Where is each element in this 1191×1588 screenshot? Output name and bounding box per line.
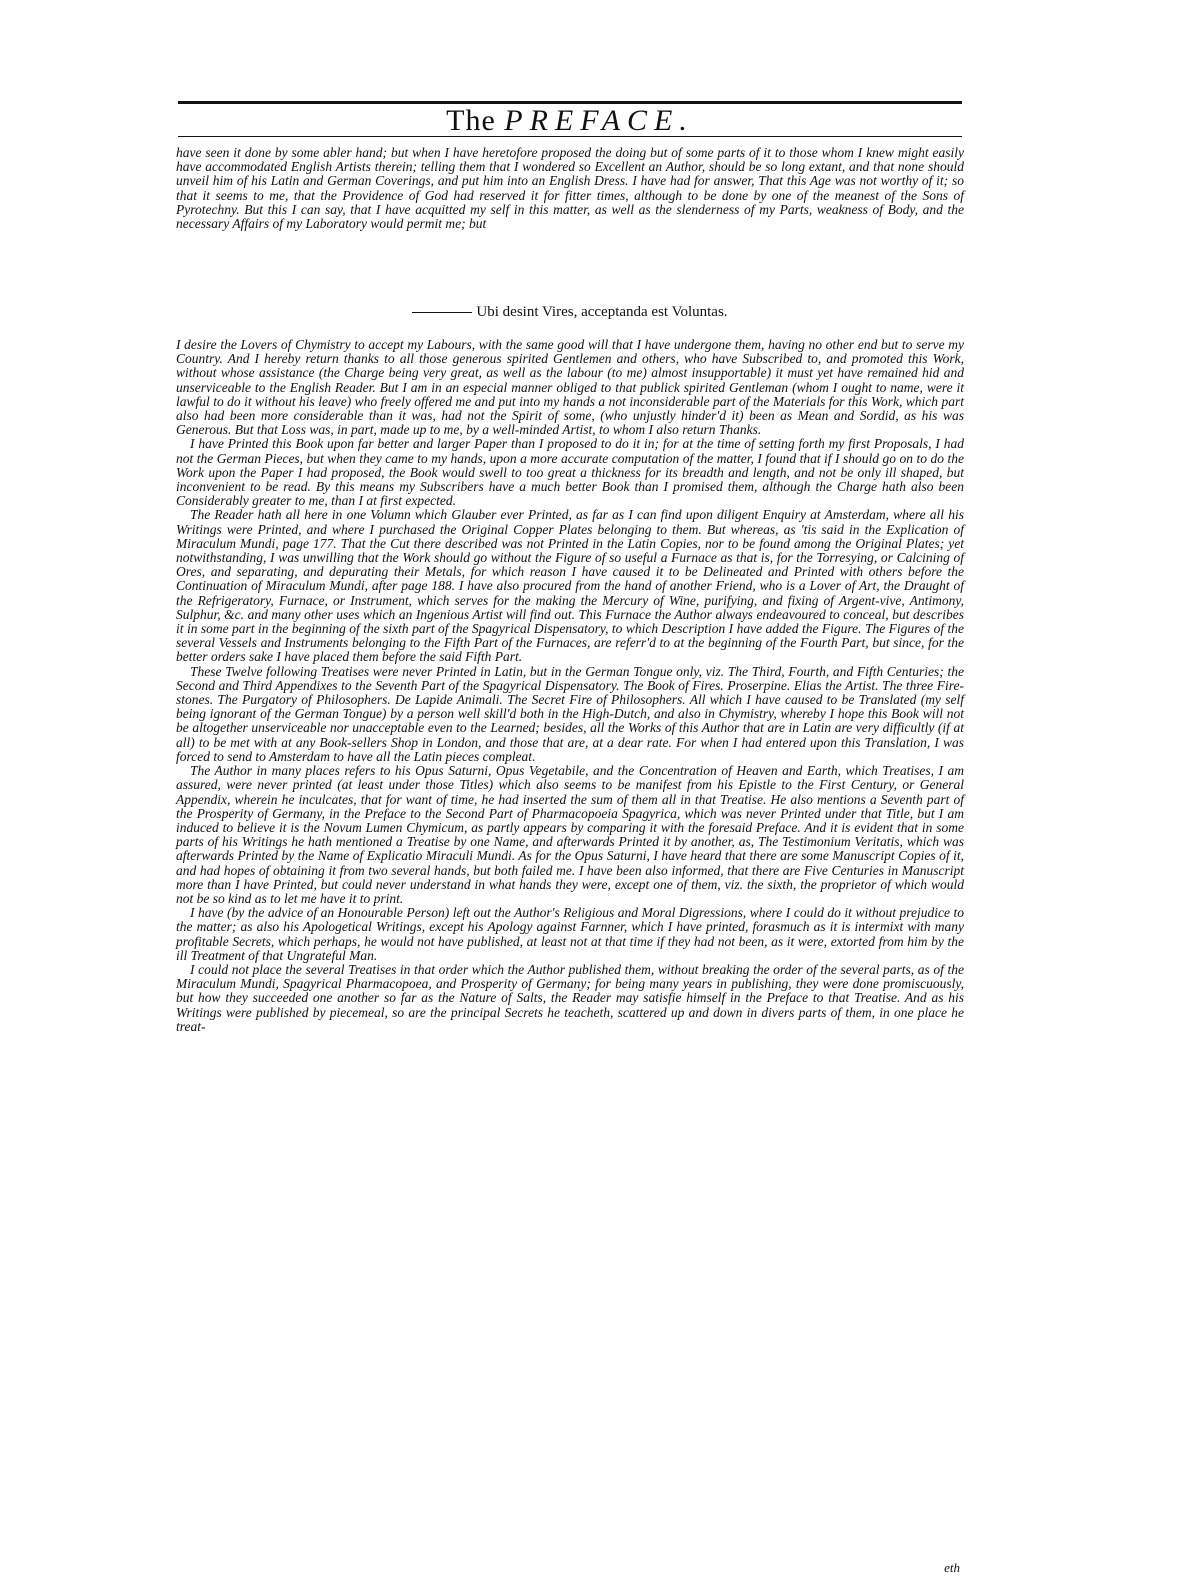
opening-paragraph-block xyxy=(176,146,964,231)
motto-dash xyxy=(412,312,472,313)
paragraph: I have Printed this Book upon far better and larger Paper than I proposed to do it in; for at the time of setting forth my first Proposals, I had not the German Pieces, but when they came to my hands, upon a more accurate computation of the matter, I found that if I should go on to do the Work upon the Paper I had proposed, the Book would swell to too great a thickness for its breadth and length, and not be only ill shaped, but inconvenient to be read. By this means my Subscribers have a much better Book than I promised them, although the Charge hath also been Considerably greater to me, than I at first expected. xyxy=(176,436,964,509)
paragraph: I desire the Lovers of Chymistry to accept my Labours, with the same good will that I have undergone them, having no other end but to serve my Country. And I hereby return thanks to all those generous spirited Gentlemen and others, who have Subscribed to, and promoted this Work, without whose assistance (the Charge being very great, as well as the labour (to me) almost insupportable) it must yet have remained hid and unserviceable to the English Reader. But I am in an especial manner obliged to that publick spirited Gentleman (whom I ought to name, were it lawful to do it without his leave) who freely offered me and put into my hands a not inconsiderable part of the Materials for this Work, which part also had been more considerable than it was, had not the Spirit of some, (who unjustly hinder'd it) been as Mean and Sordid, as his was Generous. But that Loss was, in part, made up to me, by a well-minded Artist, to whom I also return Thanks. xyxy=(176,337,964,438)
motto-text: Ubi desint Vires, acceptanda est Voluntas. xyxy=(476,304,728,320)
opening-paragraph: have seen it done by some abler hand; but when I have heretofore proposed the doing but of some parts of it to those whom I knew might easily have accommodated English Artists therein; telling them that I wondered so Excellent an Author, should be so long extant, and that none should unveil him of his Latin and German Coverings, and put him into an English Dress. I have had for answer, That this Age was not worthy of it; so that it seems to me, that the Providence of God had reserved it for fitter times, although to be done by one of the meanest of the Sons of Pyrotechny. But this I can say, that I have acquitted my self in this matter, as well as the slenderness of my Parts, weakness of Body, and the necessary Affairs of my Laboratory would permit me; but xyxy=(176,145,964,232)
latin-motto xyxy=(178,304,962,321)
paragraph: I could not place the several Treatises in that order which the Author published them, without breaking the order of the several parts, as of the Miraculum Mundi, Spagyrical Pharmacopoea, and Prosperity of Germany; for being many years in publishing, they were done promiscuously, but how they succeeded one another so far as the Nature of Salts, the Reader may satisfie himself in the Preface to that Treatise. And as his Writings were published by piecemeal, so are the principal Secrets he teacheth, scattered up and down in divers parts of them, in one place he treat- xyxy=(176,961,964,1034)
page-title xyxy=(178,104,962,138)
catchword: eth xyxy=(944,1560,960,1575)
body-text xyxy=(176,338,964,1034)
title-article: The xyxy=(446,104,496,137)
title-word: PREFACE. xyxy=(504,104,694,137)
paragraph: These Twelve following Treatises were never Printed in Latin, but in the German Tongue only, viz. The Third, Fourth, and Fifth Centuries; the Second and Third Appendixes to the Seventh Part of the Spagyrical Dispensatory. The Book of Fires. Proserpine. Elias the Artist. The three Fire-stones. The Purgatory of Philosophers. De Lapide Animali. The Secret Fire of Philosophers. All which I have caused to be Translated (my self being ignorant of the German Tongue) by a person well skill'd both in the High-Dutch, and also in Chymistry, whereby I hope this Book will not be altogether unserviceable nor unacceptable even to the Learned; besides, all the Works of this Author that are in Latin are very difficultly (if at all) to be met with at any Book-sellers Shop in London, and those that are, at a dear rate. For when I had entered upon this Translation, I was forced to send to Amsterdam to have all the Latin pieces compleat. xyxy=(176,663,964,764)
paragraph: The Reader hath all here in one Volumn which Glauber ever Printed, as far as I can find upon diligent Enquiry at Amsterdam, where all his Writings were Printed, and where I purchased the Original Copper Plates belonging to them. But whereas, as 'tis said in the Explication of Miraculum Mundi, page 177. That the Cut there described was not Printed in the Latin Copies, nor to be found among the Original Plates; yet notwithstanding, I was unwilling that the Work should go without the Figure of so useful a Furnace as that is, for the Torresying, or Calcining of Ores, and separating, and depurating their Metals, for which reason I have caused it to be Delineated and Printed with others before the Continuation of Miraculum Mundi, after page 188. I have also procured from the hand of another Friend, who is a Lover of Art, the Draught of the Refrigeratory, Furnace, or Instrument, which serves for the making the Mercury of Wine, purifying, and fixing of Argent-vive, Antimony, Sulphur, &c. and many other uses which an Ingenious Artist will find out. This Furnace the Author always endeavoured to conceal, but describes it in some part in the beginning of the sixth part of the Spagyrical Dispensatory, to which Description I have added the Figure. The Figures of the several Vessels and Instruments belonging to the Fifth Part of the Furnaces, are referr'd to at the beginning of the Fourth Part, but since, for the better orders sake I have placed them before the said Fifth Part. xyxy=(176,507,964,665)
title-underline-rule xyxy=(178,136,962,137)
paragraph: The Author in many places refers to his Opus Saturni, Opus Vegetabile, and the Concentration of Heaven and Earth, which Treatises, I am assured, were never printed (at least under those Titles) which also seems to be manifest from his Epistle to the First Century, or General Appendix, wherein he inculcates, that for want of time, he had inserted the sum of them all in that Treatise. He also mentions a Seventh part of the Prosperity of Germany, in the Preface to the Second Part of Pharmacopoeia Spagyrica, which was never Printed under that Title, but I am induced to believe it is the Novum Lumen Chymicum, as partly appears by comparing it with the foresaid Preface. And it is evident that in some parts of his Writings he hath mentioned a Treatise by one Name, and afterwards Printed it by another, as, The Testimonium Veritatis, which was afterwards Printed by the Name of Explicatio Miraculi Mundi. As for the Opus Saturni, I have heard that there are some Manuscript Copies of it, and had hopes of obtaining it from two several hands, but both failed me. I have been also informed, that there are Five Centuries in Manuscript more than I have Printed, but could never understand in what hands they were, except one of them, viz. the sixth, the proprietor of which would not be so kind as to let me have it to print. xyxy=(176,763,964,906)
paragraph: I have (by the advice of an Honourable Person) left out the Author's Religious and Moral Digressions, where I could do it without prejudice to the matter; as also his Apologetical Writings, except his Apology against Farnner, which I have printed, forasmuch as it is intermixt with many profitable Secrets, which perhaps, he would not have published, at least not at that time if they had not been, as it were, extorted from him by the ill Treatment of that Ungrateful Man. xyxy=(176,905,964,963)
